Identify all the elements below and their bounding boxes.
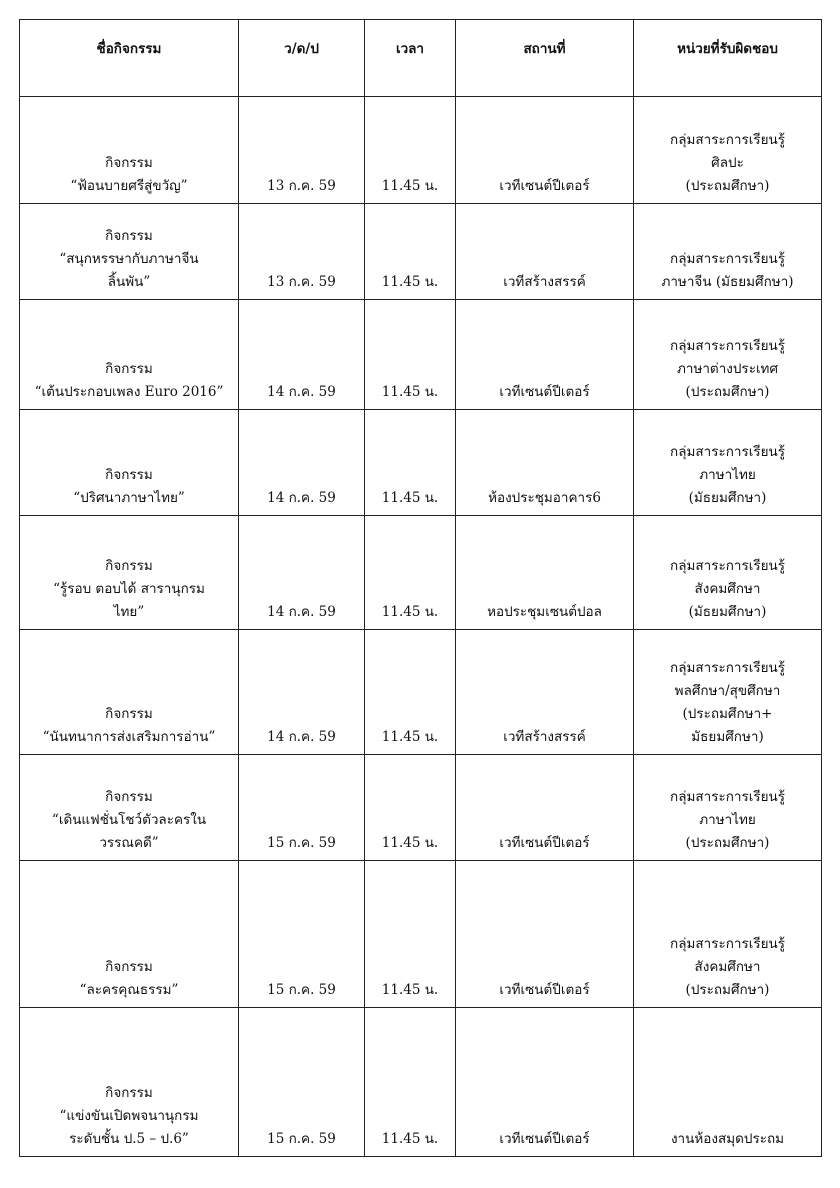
responsible-line: ภาษาไทย (699, 812, 756, 828)
header-date: ว/ด/ป (239, 20, 365, 97)
activity-line: “ละครคุณธรรม” (79, 982, 179, 998)
responsible-line: งานห้องสมุดประถม (670, 1131, 785, 1147)
activity-line: “นันทนาการส่งเสริมการอ่าน” (42, 729, 216, 745)
responsible-line: กลุ่มสาระการเรียนรู้ (670, 444, 785, 460)
activity-line: วรรณคดี” (99, 835, 159, 851)
place-cell: เวทีเซนต์ปีเตอร์ (456, 1008, 634, 1157)
activity-line: กิจกรรม (105, 361, 153, 377)
responsible-line: กลุ่มสาระการเรียนรู้ (670, 558, 785, 574)
responsible-cell (634, 516, 822, 630)
time-cell: 11.45 น. (365, 1008, 456, 1157)
activity-line: ลิ้นพัน” (107, 274, 151, 290)
activity-line: ระดับชั้น ป.5 – ป.6” (69, 1131, 189, 1147)
date-cell: 13 ก.ค. 59 (239, 204, 365, 300)
responsible-line: (ประถมศึกษา) (685, 178, 770, 194)
activity-line: กิจกรรม (105, 1085, 153, 1101)
date-cell: 15 ก.ค. 59 (239, 861, 365, 1008)
place-cell: เวทีเซนต์ปีเตอร์ (456, 755, 634, 861)
activity-line: “ปริศนาภาษาไทย” (73, 490, 185, 506)
activity-cell (20, 755, 239, 861)
place-cell: เวทีสร้างสรรค์ (456, 204, 634, 300)
responsible-line: (ประถมศึกษา) (685, 835, 770, 851)
time-cell: 11.45 น. (365, 861, 456, 1008)
activity-cell (20, 410, 239, 516)
responsible-line: (มัธยมศึกษา) (688, 490, 767, 506)
table-row (20, 410, 822, 516)
time-cell: 11.45 น. (365, 410, 456, 516)
activity-line: กิจกรรม (105, 558, 153, 574)
responsible-line: (ประถมศึกษา) (685, 384, 770, 400)
activity-cell (20, 97, 239, 204)
responsible-line: สังคมศึกษา (694, 581, 761, 597)
activity-line: กิจกรรม (105, 228, 153, 244)
activity-line: กิจกรรม (105, 789, 153, 805)
header-activity: ชื่อกิจกรรม (20, 20, 239, 97)
time-cell: 11.45 น. (365, 97, 456, 204)
responsible-line: ภาษาไทย (699, 467, 756, 483)
responsible-cell (634, 300, 822, 410)
activity-line: “เดินแฟชั่นโชว์ตัวละครใน (51, 812, 207, 828)
responsible-line: (ประถมศึกษา+ (682, 706, 773, 722)
table-row (20, 755, 822, 861)
responsible-line: (มัธยมศึกษา) (688, 604, 767, 620)
table-row (20, 204, 822, 300)
header-row (20, 20, 822, 97)
place-cell: เวทีสร้างสรรค์ (456, 630, 634, 755)
table-row (20, 1008, 822, 1157)
date-cell: 14 ก.ค. 59 (239, 630, 365, 755)
activity-line: “แข่งขันเปิดพจนานุกรม (59, 1108, 199, 1124)
table-row (20, 300, 822, 410)
activity-line: “สนุกหรรษากับภาษาจีน (59, 251, 199, 267)
table-row (20, 630, 822, 755)
responsible-line: กลุ่มสาระการเรียนรู้ (670, 936, 785, 952)
date-cell: 14 ก.ค. 59 (239, 516, 365, 630)
place-cell: เวทีเซนต์ปีเตอร์ (456, 300, 634, 410)
date-cell: 15 ก.ค. 59 (239, 755, 365, 861)
activity-line: กิจกรรม (105, 706, 153, 722)
place-cell: เวทีเซนต์ปีเตอร์ (456, 861, 634, 1008)
responsible-cell (634, 630, 822, 755)
activity-schedule-table (19, 19, 822, 1157)
table-row (20, 861, 822, 1008)
place-cell: เวทีเซนต์ปีเตอร์ (456, 97, 634, 204)
responsible-line: ศิลปะ (711, 155, 744, 171)
activity-line: กิจกรรม (105, 467, 153, 483)
responsible-line: มัธยมศึกษา) (691, 729, 764, 745)
responsible-cell (634, 1008, 822, 1157)
date-cell: 15 ก.ค. 59 (239, 1008, 365, 1157)
responsible-cell (634, 410, 822, 516)
table-row (20, 97, 822, 204)
table-row (20, 516, 822, 630)
activity-line: กิจกรรม (105, 959, 153, 975)
date-cell: 14 ก.ค. 59 (239, 300, 365, 410)
responsible-line: สังคมศึกษา (694, 959, 761, 975)
responsible-cell (634, 204, 822, 300)
place-cell: หอประชุมเซนต์ปอล (456, 516, 634, 630)
activity-line: “รู้รอบ ตอบได้ สารานุกรม (53, 581, 205, 597)
activity-cell (20, 1008, 239, 1157)
responsible-cell (634, 97, 822, 204)
activity-line: ไทย” (113, 604, 145, 620)
responsible-line: ภาษาต่างประเทศ (676, 361, 779, 377)
responsible-line: กลุ่มสาระการเรียนรู้ (670, 132, 785, 148)
responsible-line: ภาษาจีน (มัธยมศึกษา) (661, 274, 794, 290)
responsible-line: กลุ่มสาระการเรียนรู้ (670, 789, 785, 805)
activity-cell (20, 300, 239, 410)
place-cell: ห้องประชุมอาคาร6 (456, 410, 634, 516)
time-cell: 11.45 น. (365, 755, 456, 861)
header-place: สถานที่ (456, 20, 634, 97)
activity-cell (20, 861, 239, 1008)
responsible-line: พลศึกษา/สุขศึกษา (674, 683, 781, 699)
activity-line: “ฟ้อนบายศรีสู่ขวัญ” (70, 178, 188, 194)
time-cell: 11.45 น. (365, 516, 456, 630)
responsible-line: กลุ่มสาระการเรียนรู้ (670, 660, 785, 676)
date-cell: 13 ก.ค. 59 (239, 97, 365, 204)
responsible-line: กลุ่มสาระการเรียนรู้ (670, 338, 785, 354)
time-cell: 11.45 น. (365, 300, 456, 410)
activity-line: กิจกรรม (105, 155, 153, 171)
activity-cell (20, 516, 239, 630)
time-cell: 11.45 น. (365, 630, 456, 755)
date-cell: 14 ก.ค. 59 (239, 410, 365, 516)
header-responsible: หน่วยที่รับผิดชอบ (634, 20, 822, 97)
activity-line: “เต้นประกอบเพลง Euro 2016” (34, 384, 224, 400)
activity-cell (20, 204, 239, 300)
time-cell: 11.45 น. (365, 204, 456, 300)
responsible-cell (634, 755, 822, 861)
responsible-cell (634, 861, 822, 1008)
responsible-line: กลุ่มสาระการเรียนรู้ (670, 251, 785, 267)
header-time: เวลา (365, 20, 456, 97)
responsible-line: (ประถมศึกษา) (685, 982, 770, 998)
activity-cell (20, 630, 239, 755)
